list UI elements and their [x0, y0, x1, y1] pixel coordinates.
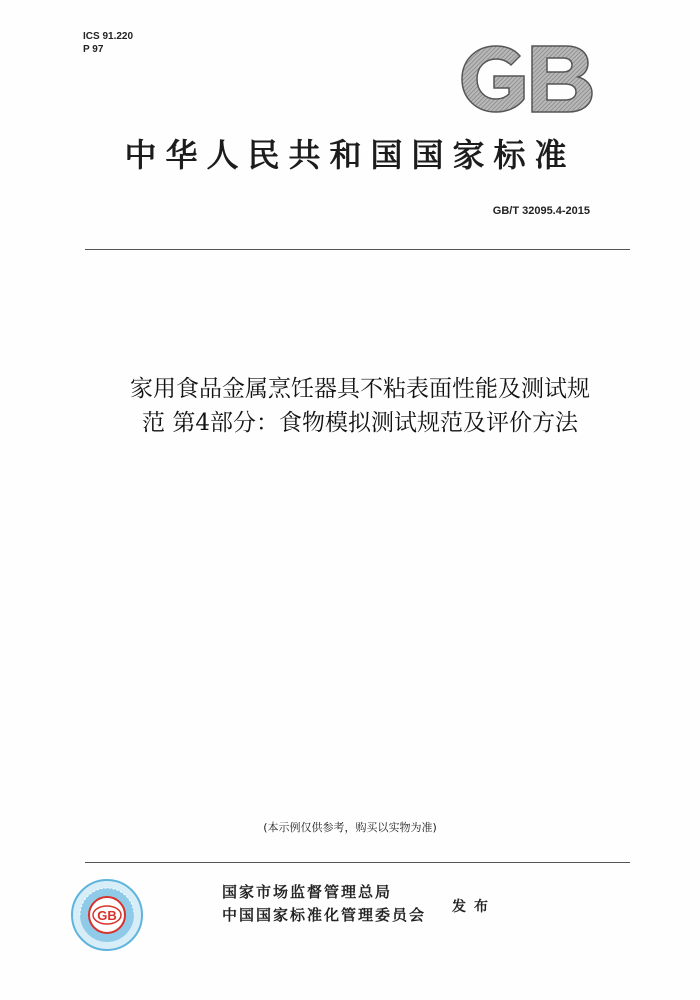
document-title-line-2: 范 第4部分：食物模拟测试规范及评价方法 — [142, 410, 578, 436]
document-title-line-1: 家用食品金属烹饪器具不粘表面性能及测试规 — [130, 376, 590, 402]
issuer-samr: 国家市场监督管理总局 — [222, 883, 393, 901]
ccs-code: P 97 — [83, 44, 104, 55]
national-standard-heading: 中华人民共和国国家标准 — [124, 136, 576, 174]
issue-label: 发布 — [452, 899, 496, 915]
issuer-sac: 中国国家标准化管理委员会 — [222, 906, 427, 924]
document-title — [40, 372, 680, 440]
svg-text:GB: GB — [97, 908, 117, 923]
certification-seal-icon — [70, 878, 144, 952]
sample-disclaimer: (本示例仅供参考，购买以实物为准) — [263, 821, 437, 834]
ics-code: ICS 91.220 — [83, 31, 134, 42]
issuing-authorities — [222, 881, 426, 927]
bottom-divider — [85, 862, 630, 863]
gb-logo-icon — [458, 42, 596, 116]
classification-codes — [83, 30, 133, 56]
top-divider — [85, 249, 630, 250]
standard-number: GB/T 32095.4-2015 — [492, 205, 590, 217]
